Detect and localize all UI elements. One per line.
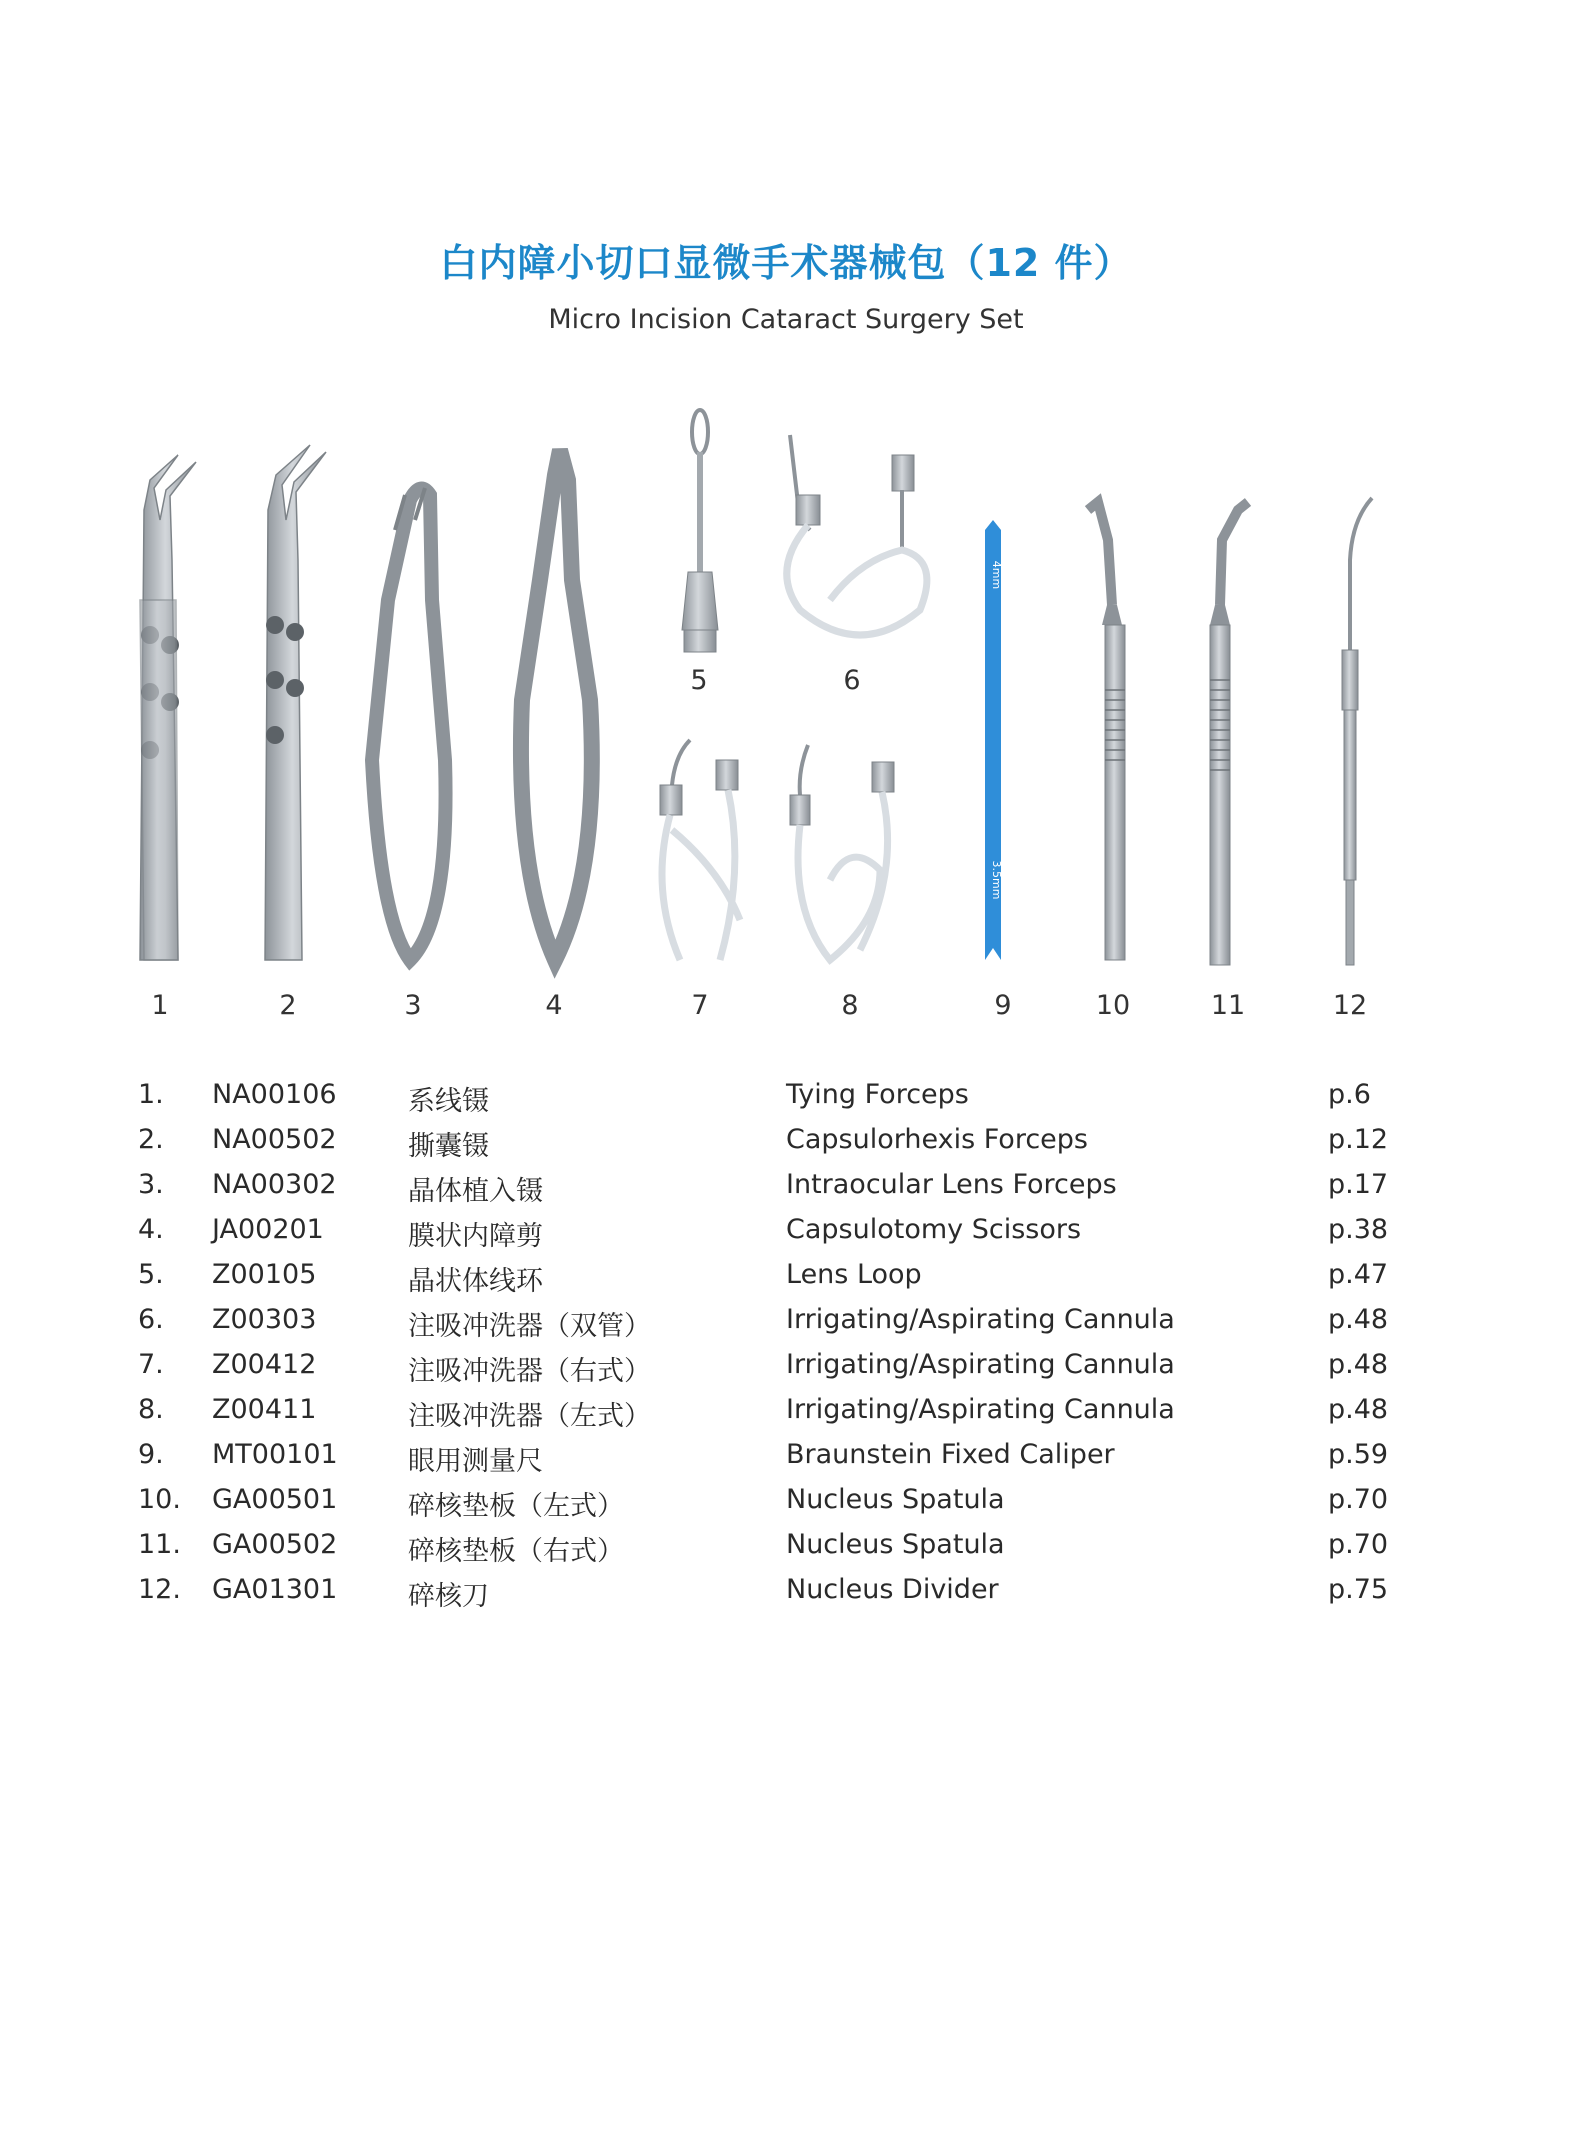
item-name-en: Nucleus Spatula: [786, 1484, 1005, 1515]
item-name-en: Irrigating/Aspirating Cannula: [786, 1349, 1175, 1380]
item-name-zh: 眼用测量尺: [408, 1446, 543, 1477]
item-code: GA01301: [212, 1574, 338, 1605]
item-number: 6.: [138, 1304, 164, 1335]
item-code: NA00502: [212, 1124, 337, 1155]
instrument-illustration: [0, 400, 1572, 1060]
page-title: 白内障小切口显微手术器械包（12 件）: [439, 241, 1133, 285]
lens-loop-icon: [682, 410, 718, 652]
item-code: NA00302: [212, 1169, 337, 1200]
item-name-zh: 注吸冲洗器（双管）: [408, 1311, 651, 1342]
item-number: 10.: [138, 1484, 181, 1515]
list-item: [138, 1525, 1398, 1570]
item-name-zh: 碎核垫板（左式）: [408, 1491, 624, 1522]
figure-label-11: 11: [1210, 990, 1246, 1021]
figure-label-4: 4: [545, 990, 563, 1021]
figure-label-6: 6: [843, 665, 861, 696]
item-name-zh: 注吸冲洗器（右式）: [408, 1356, 651, 1387]
figure-label-10: 10: [1095, 990, 1131, 1021]
figure-label-5: 5: [690, 665, 708, 696]
figure-label-12: 12: [1332, 990, 1368, 1021]
item-number: 3.: [138, 1169, 164, 1200]
nucleus-spatula-right-icon: [1210, 502, 1248, 965]
item-code: JA00201: [212, 1214, 324, 1245]
item-name-zh: 膜状内障剪: [408, 1221, 543, 1252]
list-item: [138, 1165, 1398, 1210]
iol-forceps-icon: [372, 488, 446, 960]
item-name-en: Lens Loop: [786, 1259, 922, 1290]
list-item: [138, 1255, 1398, 1300]
list-item: [138, 1120, 1398, 1165]
item-number: 1.: [138, 1079, 164, 1110]
caliper-icon: [985, 520, 1003, 960]
item-page: p.38: [1328, 1214, 1389, 1245]
list-item: [138, 1390, 1398, 1435]
item-code: Z00411: [212, 1394, 317, 1425]
item-page: p.47: [1328, 1259, 1389, 1290]
item-name-en: Irrigating/Aspirating Cannula: [786, 1304, 1175, 1335]
figure-label-1: 1: [151, 990, 169, 1021]
item-number: 2.: [138, 1124, 164, 1155]
item-number: 12.: [138, 1574, 181, 1605]
item-code: Z00412: [212, 1349, 317, 1380]
capsulotomy-scissors-icon: [521, 450, 592, 960]
page-subtitle: Micro Incision Cataract Surgery Set: [548, 304, 1024, 335]
list-item: [138, 1300, 1398, 1345]
list-item: [138, 1570, 1398, 1615]
item-name-zh: 晶状体线环: [408, 1266, 543, 1297]
list-item: [138, 1345, 1398, 1390]
item-name-zh: 撕囊镊: [408, 1131, 489, 1162]
item-code: Z00105: [212, 1259, 317, 1290]
list-item: [138, 1075, 1398, 1120]
item-number: 8.: [138, 1394, 164, 1425]
item-number: 9.: [138, 1439, 164, 1470]
figure-label-3: 3: [404, 990, 422, 1021]
capsulorhexis-forceps-icon: [265, 445, 326, 960]
item-name-en: Braunstein Fixed Caliper: [786, 1439, 1115, 1470]
item-page: p.17: [1328, 1169, 1389, 1200]
item-page: p.6: [1328, 1079, 1371, 1110]
item-name-en: Capsulotomy Scissors: [786, 1214, 1082, 1245]
item-name-en: Irrigating/Aspirating Cannula: [786, 1394, 1175, 1425]
nucleus-divider-icon: [1342, 498, 1372, 965]
ia-cannula-left-icon: [790, 745, 894, 960]
item-page: p.70: [1328, 1484, 1389, 1515]
item-name-en: Nucleus Spatula: [786, 1529, 1005, 1560]
item-name-en: Intraocular Lens Forceps: [786, 1169, 1117, 1200]
item-number: 4.: [138, 1214, 164, 1245]
item-name-en: Tying Forceps: [786, 1079, 969, 1110]
instrument-list: [138, 1075, 1398, 1615]
item-number: 7.: [138, 1349, 164, 1380]
item-number: 5.: [138, 1259, 164, 1290]
nucleus-spatula-left-icon: [1088, 502, 1125, 960]
item-name-zh: 碎核刀: [408, 1581, 489, 1612]
item-name-zh: 注吸冲洗器（左式）: [408, 1401, 651, 1432]
item-code: NA00106: [212, 1079, 337, 1110]
item-code: GA00502: [212, 1529, 338, 1560]
item-name-zh: 晶体植入镊: [408, 1176, 543, 1207]
item-page: p.48: [1328, 1349, 1389, 1380]
item-page: p.59: [1328, 1439, 1389, 1470]
item-name-en: Capsulorhexis Forceps: [786, 1124, 1088, 1155]
figure-label-9: 9: [994, 990, 1012, 1021]
ia-cannula-right-icon: [660, 740, 740, 960]
item-code: Z00303: [212, 1304, 317, 1335]
ia-cannula-double-icon: [787, 435, 927, 635]
list-item: [138, 1480, 1398, 1525]
caliper-mark-4mm: 4mm: [990, 560, 1003, 590]
item-page: p.48: [1328, 1394, 1389, 1425]
list-item: [138, 1435, 1398, 1480]
item-name-zh: 系线镊: [408, 1086, 489, 1117]
item-code: GA00501: [212, 1484, 338, 1515]
item-code: MT00101: [212, 1439, 338, 1470]
tying-forceps-body: [140, 600, 178, 960]
figure-label-8: 8: [841, 990, 859, 1021]
caliper-mark-3-5mm: 3.5mm: [990, 860, 1003, 900]
figure-label-2: 2: [279, 990, 297, 1021]
item-page: p.48: [1328, 1304, 1389, 1335]
item-number: 11.: [138, 1529, 181, 1560]
item-name-zh: 碎核垫板（右式）: [408, 1536, 624, 1567]
item-page: p.12: [1328, 1124, 1389, 1155]
instrument-figure: [0, 400, 1572, 1060]
item-name-en: Nucleus Divider: [786, 1574, 999, 1605]
figure-label-7: 7: [691, 990, 709, 1021]
item-page: p.70: [1328, 1529, 1389, 1560]
list-item: [138, 1210, 1398, 1255]
item-page: p.75: [1328, 1574, 1389, 1605]
